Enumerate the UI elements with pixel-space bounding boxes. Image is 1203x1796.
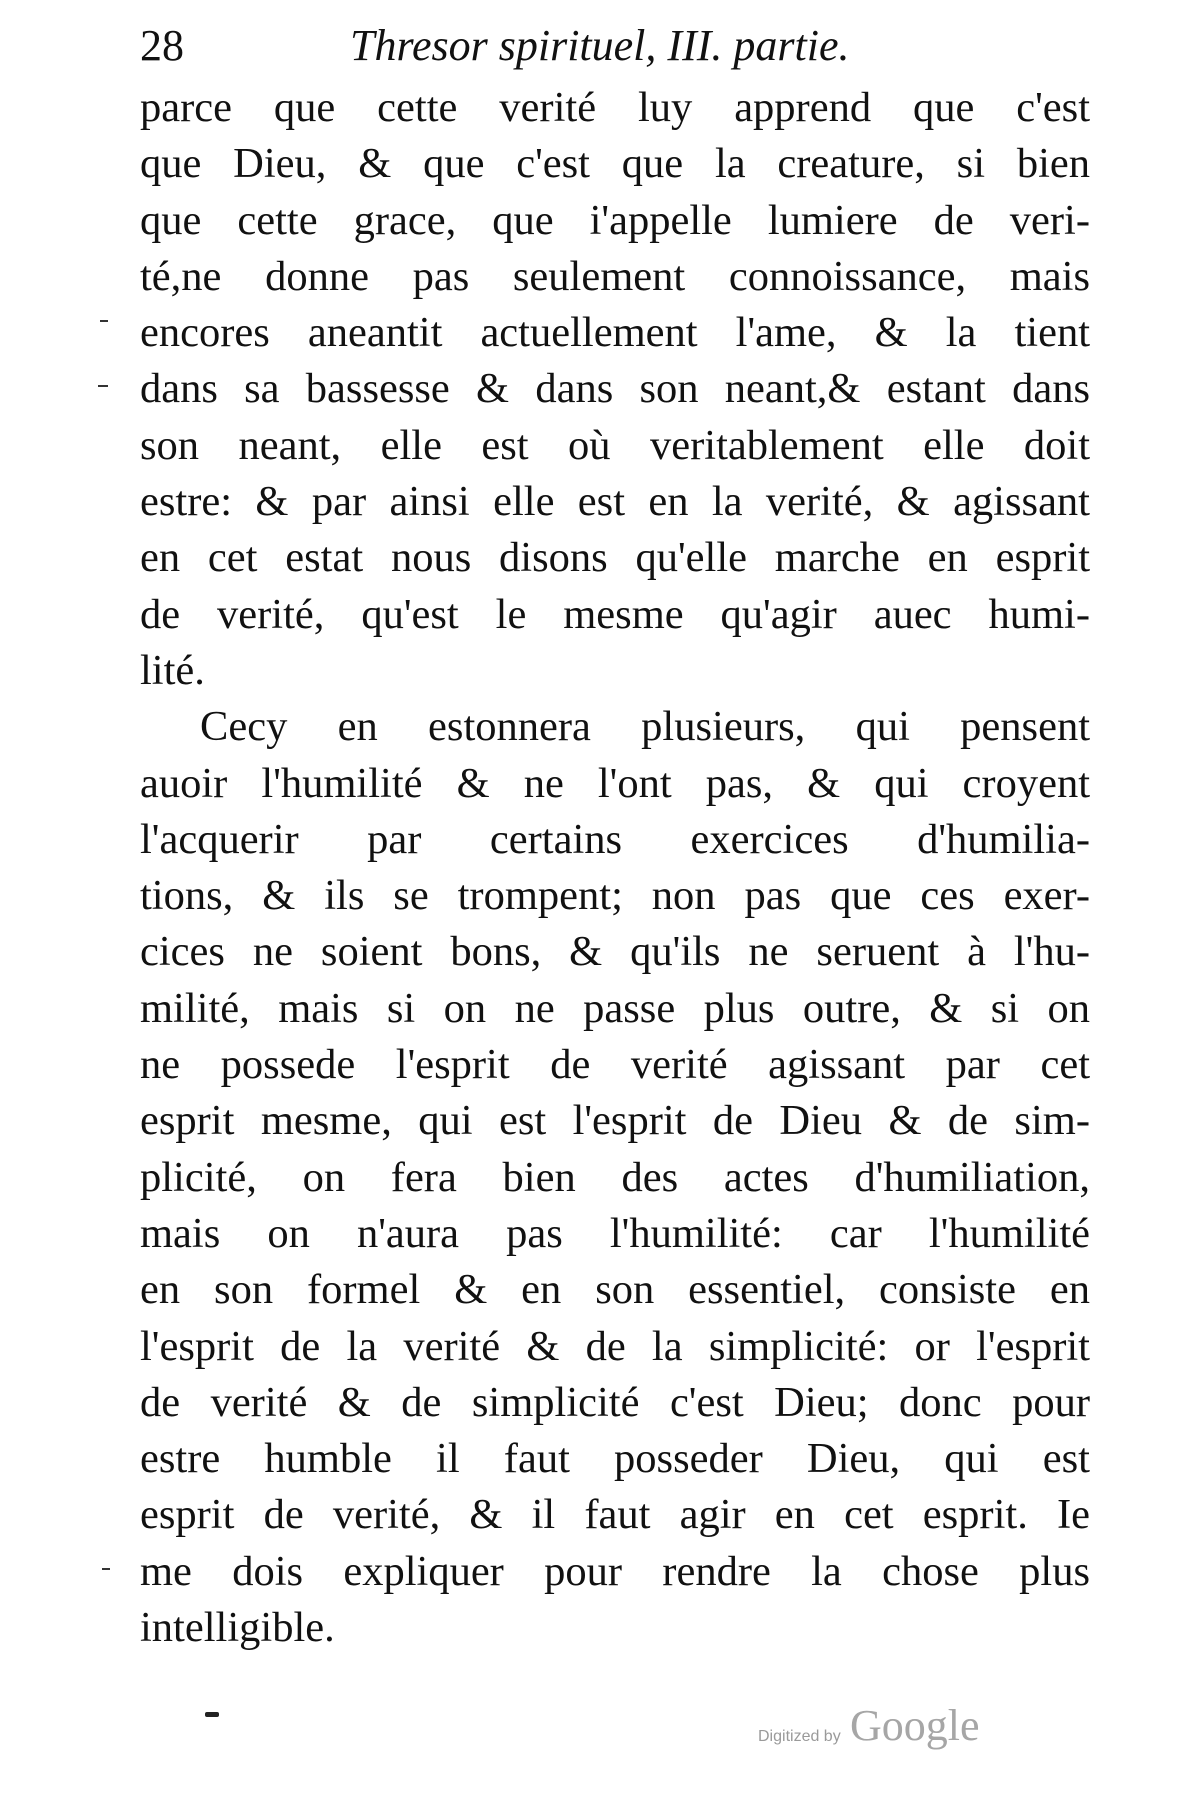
text-line: intelligible. <box>140 1604 335 1652</box>
text-line: té,ne donne pas seulement connoissance, mais <box>140 252 1090 300</box>
text-line: me dois expliquer pour rendre la chose plus <box>140 1547 1090 1595</box>
text-line: cices ne soient bons, & qu'ils ne seruent à l'hu- <box>140 928 1090 976</box>
text-line: ne possede l'esprit de verité agissant par cet <box>140 1041 1090 1089</box>
text-line: que Dieu, & que c'est que la creature, si bien <box>140 140 1090 188</box>
text-line: que cette grace, que i'appelle lumiere de veri- <box>140 196 1090 244</box>
text-line: mais on n'aura pas l'humilité: car l'humilité <box>140 1209 1090 1257</box>
text-line: estre humble il faut posseder Dieu, qui est <box>140 1435 1090 1483</box>
text-line: dans sa bassesse & dans son neant,& estant dans <box>140 365 1090 413</box>
text-line: l'acquerir par certains exercices d'humilia- <box>140 815 1090 863</box>
text-line: lité. <box>140 646 205 694</box>
text-line: esprit mesme, qui est l'esprit de Dieu & de sim- <box>140 1097 1090 1145</box>
text-line: parce que cette verité luy apprend que c'est <box>140 84 1090 131</box>
running-title: Thresor spirituel, III. partie. <box>350 21 850 70</box>
google-logo: Google <box>850 1701 980 1750</box>
text-line: auoir l'humilité & ne l'ont pas, & qui croyent <box>140 759 1090 807</box>
digitized-watermark <box>758 1700 1018 1760</box>
running-head <box>140 18 1080 74</box>
text-line: estre: & par ainsi elle est en la verité, & agissant <box>140 478 1090 526</box>
text-line: l'esprit de la verité & de la simplicité: or l'esprit <box>140 1322 1090 1370</box>
text-line: encores aneantit actuellement l'ame, & la tient <box>140 309 1090 357</box>
footer-speck <box>205 1712 219 1717</box>
text-line: de verité, qu'est le mesme qu'agir auec humi- <box>140 590 1090 638</box>
text-line: esprit de verité, & il faut agir en cet esprit. Ie <box>140 1491 1090 1539</box>
paragraph-1 <box>140 80 1090 699</box>
body-text <box>140 80 1090 1656</box>
margin-speck <box>98 385 108 387</box>
text-line: son neant, elle est où veritablement elle doit <box>140 421 1090 469</box>
paragraph-2 <box>140 699 1090 1656</box>
text-line: Cecy en estonnera plusieurs, qui pensent <box>200 703 1090 751</box>
text-line: en cet estat nous disons qu'elle marche en esprit <box>140 534 1090 582</box>
text-line: de verité & de simplicité c'est Dieu; donc pour <box>140 1378 1090 1426</box>
page-number: 28 <box>140 21 184 70</box>
text-line: en son formel & en son essentiel, consiste en <box>140 1266 1090 1314</box>
digitized-by-label: Digitized by <box>758 1728 841 1745</box>
text-line: milité, mais si on ne passe plus outre, & si on <box>140 984 1090 1032</box>
text-line: plicité, on fera bien des actes d'humiliation, <box>140 1153 1090 1201</box>
margin-speck <box>100 320 108 322</box>
margin-speck <box>102 1568 110 1570</box>
text-line: tions, & ils se trompent; non pas que ces exer- <box>140 872 1090 920</box>
